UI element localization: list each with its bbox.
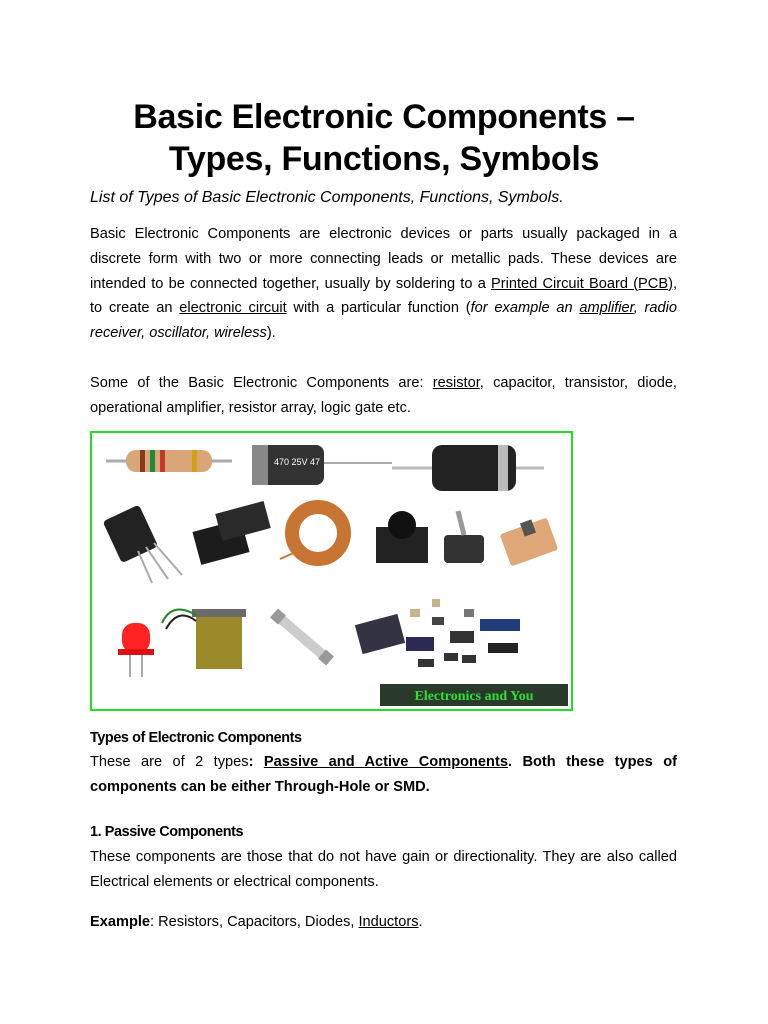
example-text-end: . [418,914,423,930]
example-text: : Resistors, Capacitors, Diodes, [150,914,359,930]
amplifier-link[interactable]: amplifier [579,300,634,317]
subtitle: List of Types of Basic Electronic Components, Functions, Symbols. [90,189,564,206]
intro-text-3: with a particular function ( [286,300,471,317]
title-line-2: Types, Functions, Symbols [168,140,600,178]
passive-paragraph: These components are those that do not have gain or directionality. They are also called Electrical elements or electrical components. [90,849,677,890]
example-paragraph [90,910,677,935]
components-image [90,431,573,711]
components-text-2: , capacitor, transistor, diode, operational amplifier, resistor array, logic gate etc. [90,375,677,416]
title-line-1: Basic Electronic Components – [133,98,635,136]
inductors-link[interactable]: Inductors [358,914,419,930]
components-paragraph [90,371,677,421]
intro-text-2: , to create an [90,275,677,317]
intro-italic-1: for example an [470,300,580,317]
intro-paragraph [90,222,677,346]
components-text-1: Some of the Basic Electronic Components are: [90,375,433,391]
diode-illustration [392,445,544,491]
types-colon: : [248,754,264,770]
intro-italic-2: , radio receiver, oscillator, wireless [90,300,678,342]
smd-components-illustration [355,599,520,667]
types-paragraph [90,750,677,800]
electronic-circuit-link[interactable]: electronic circuit [179,300,287,317]
types-text: These are of 2 types [90,754,249,770]
resistor-link[interactable]: resistor [432,375,480,391]
push-button-illustration [376,511,428,563]
watermark-text: Electronics and You [414,689,534,704]
resistor-illustration [106,450,232,472]
transistor-illustration [103,505,182,583]
components-illustration [92,433,571,709]
types-bold-text: . Both these types of components can be either Through-Hole or SMD. [90,754,678,795]
page-title [90,96,678,180]
capacitor-label: 470 25V 47 [274,457,321,467]
section-heading-passive: 1. Passive Components [90,824,244,840]
inductor-illustration [280,507,344,559]
transformer-illustration [162,609,246,669]
led-illustration [118,623,154,677]
ic-chips-illustration [192,501,270,565]
intro-text-4: ). [266,325,276,342]
toggle-switch-illustration [444,511,484,563]
intro-text-1: Basic Electronic Components are electronic devices or parts usually packaged in a discrete form with two or more connecting leads or metallic pads. These devices are intended to be connected together, usually by soldering to a [90,226,677,292]
slide-switch-illustration [500,517,559,566]
capacitor-illustration [252,445,392,485]
example-label: Example [90,914,151,930]
section-heading-types: Types of Electronic Components [90,730,302,746]
fuse-illustration [274,613,330,661]
passive-active-link[interactable]: Passive and Active Components [263,754,508,770]
pcb-link[interactable]: Printed Circuit Board (PCB) [491,275,673,292]
watermark [380,684,568,706]
